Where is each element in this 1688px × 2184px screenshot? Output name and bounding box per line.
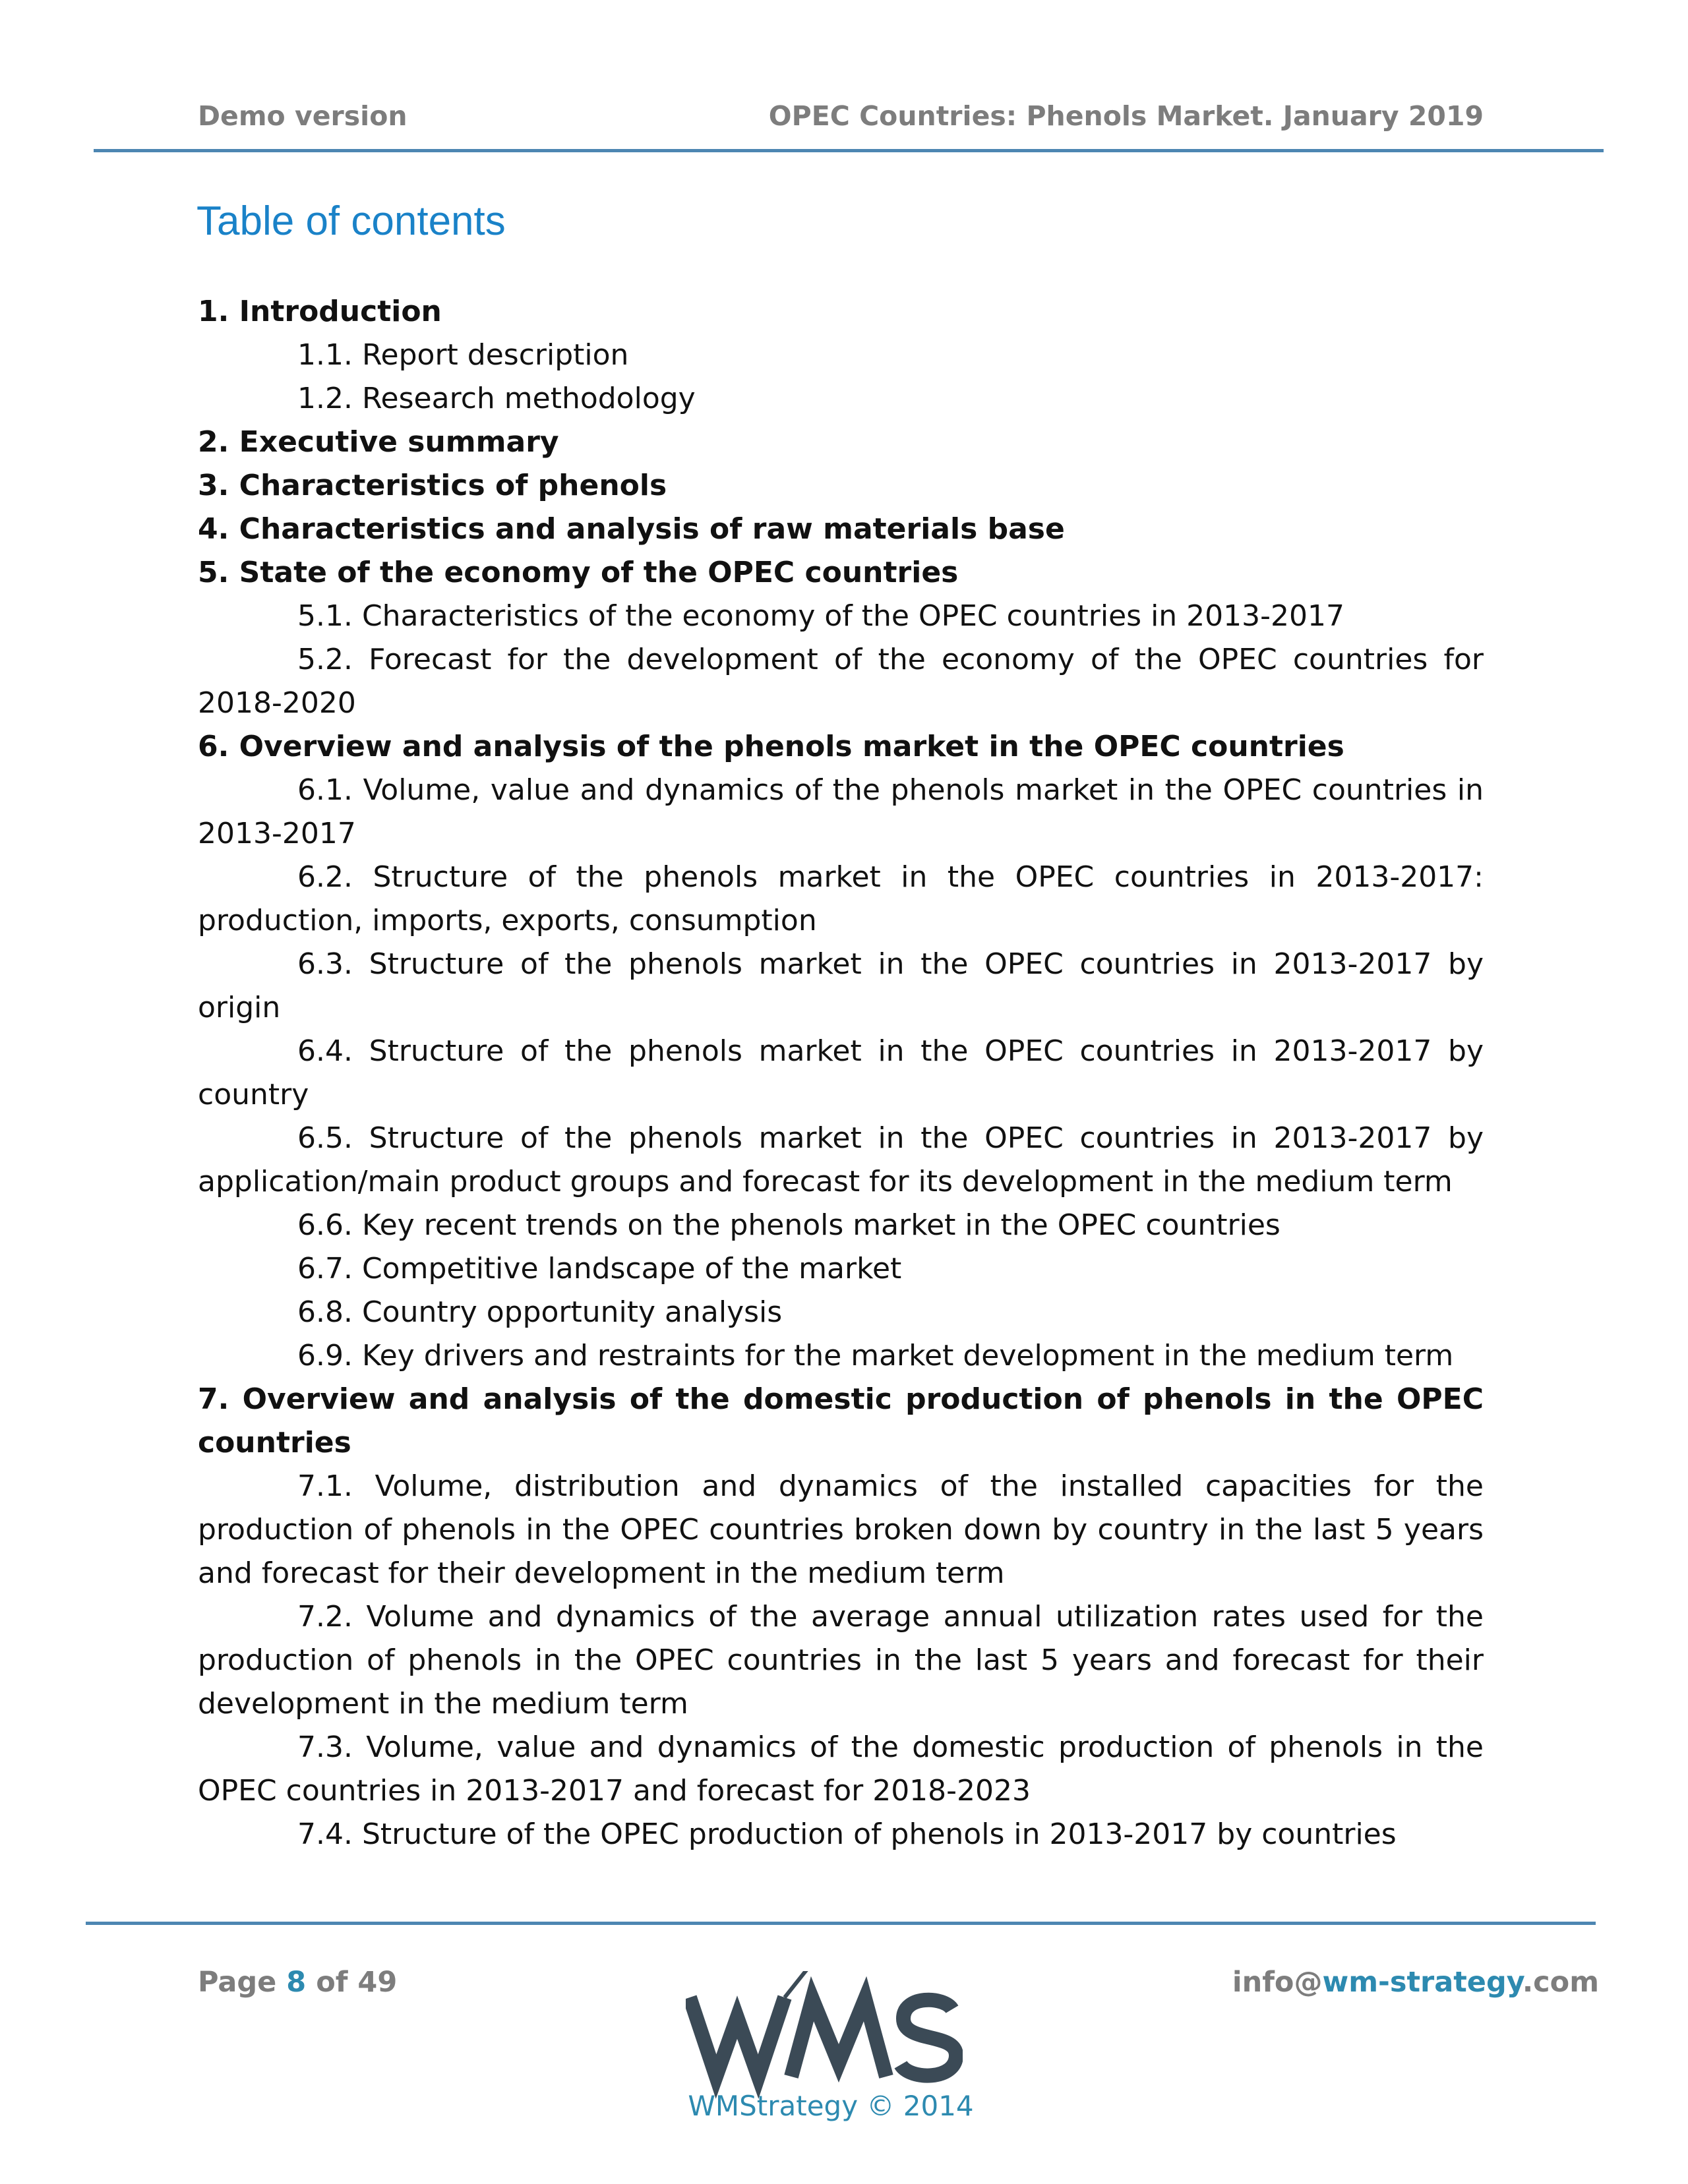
toc-section[interactable]: 7. Overview and analysis of the domestic production of phenols in the OPEC countries (198, 1382, 1484, 1460)
toc-subsection[interactable]: 7.3. Volume, value and dynamics of the domestic production of phenols in the OPEC countries in 2013-2017 and forecast for 2018-2023 (198, 1730, 1484, 1808)
toc-subsection[interactable]: 6.9. Key drivers and restraints for the market development in the medium term (297, 1339, 1454, 1372)
email-tld: .com (1522, 1966, 1599, 1999)
toc-section[interactable]: 1. Introduction (198, 295, 442, 328)
toc-subsection[interactable]: 6.1. Volume, value and dynamics of the phenols market in the OPEC countries in 2013-2017 (198, 773, 1484, 850)
toc-subsection[interactable]: 1.1. Report description (297, 338, 629, 372)
toc-subsection[interactable]: 5.1. Characteristics of the economy of the OPEC countries in 2013-2017 (297, 599, 1344, 633)
toc-subsection[interactable]: 6.4. Structure of the phenols market in the OPEC countries in 2013-2017 by country (198, 1034, 1484, 1111)
toc-subsection[interactable]: 7.1. Volume, distribution and dynamics of the installed capacities for the production of phenols in the OPEC countries broken down by country in the last 5 years and forecast for their development in the medium term (198, 1469, 1484, 1590)
toc-section[interactable]: 3. Characteristics of phenols (198, 469, 667, 502)
current-page: 8 (286, 1966, 307, 1999)
toc-subsection[interactable]: 6.2. Structure of the phenols market in the OPEC countries in 2013-2017: production, imports, exports, consumption (198, 860, 1484, 937)
toc-subsection[interactable]: 6.3. Structure of the phenols market in the OPEC countries in 2013-2017 by origin (198, 947, 1484, 1024)
toc-subsection[interactable]: 7.4. Structure of the OPEC production of phenols in 2013-2017 by countries (297, 1817, 1397, 1851)
toc-subsection[interactable]: 6.8. Country opportunity analysis (297, 1295, 783, 1329)
header-divider (94, 149, 1604, 152)
header-left: Demo version (198, 100, 407, 132)
page-title: Table of contents (196, 198, 506, 244)
header-right: OPEC Countries: Phenols Market. January 2019 (768, 100, 1484, 132)
copyright: WMStrategy © 2014 (688, 2090, 974, 2122)
toc-subsection[interactable]: 6.7. Competitive landscape of the market (297, 1252, 902, 1285)
contact-email[interactable] (1232, 1966, 1599, 1999)
toc-subsection[interactable]: 7.2. Volume and dynamics of the average annual utilization rates used for the production of phenols in the OPEC countries in the last 5 years and forecast for their development in the medium term (198, 1600, 1484, 1721)
footer-divider (86, 1922, 1596, 1925)
toc-section[interactable]: 2. Executive summary (198, 425, 559, 459)
table-of-contents (198, 290, 1484, 1856)
toc-section[interactable]: 5. State of the economy of the OPEC countries (198, 556, 959, 589)
email-domain: wm-strategy (1322, 1966, 1522, 1999)
page-number (198, 1966, 397, 1999)
toc-subsection[interactable]: 6.6. Key recent trends on the phenols market in the OPEC countries (297, 1208, 1281, 1242)
toc-section[interactable]: 6. Overview and analysis of the phenols market in the OPEC countries (198, 730, 1344, 763)
page-prefix: Page (198, 1966, 287, 1999)
toc-subsection[interactable]: 1.2. Research methodology (297, 382, 696, 415)
toc-subsection[interactable]: 6.5. Structure of the phenols market in the OPEC countries in 2013-2017 by application/main product groups and forecast for its development in the medium term (198, 1121, 1484, 1198)
toc-section[interactable]: 4. Characteristics and analysis of raw materials base (198, 512, 1065, 546)
email-user: info@ (1232, 1966, 1323, 1999)
page-of: of (306, 1966, 358, 1999)
total-pages: 49 (357, 1966, 398, 1999)
toc-subsection[interactable]: 5.2. Forecast for the development of the economy of the OPEC countries for 2018-2020 (198, 643, 1484, 720)
wms-logo (686, 1971, 963, 2103)
